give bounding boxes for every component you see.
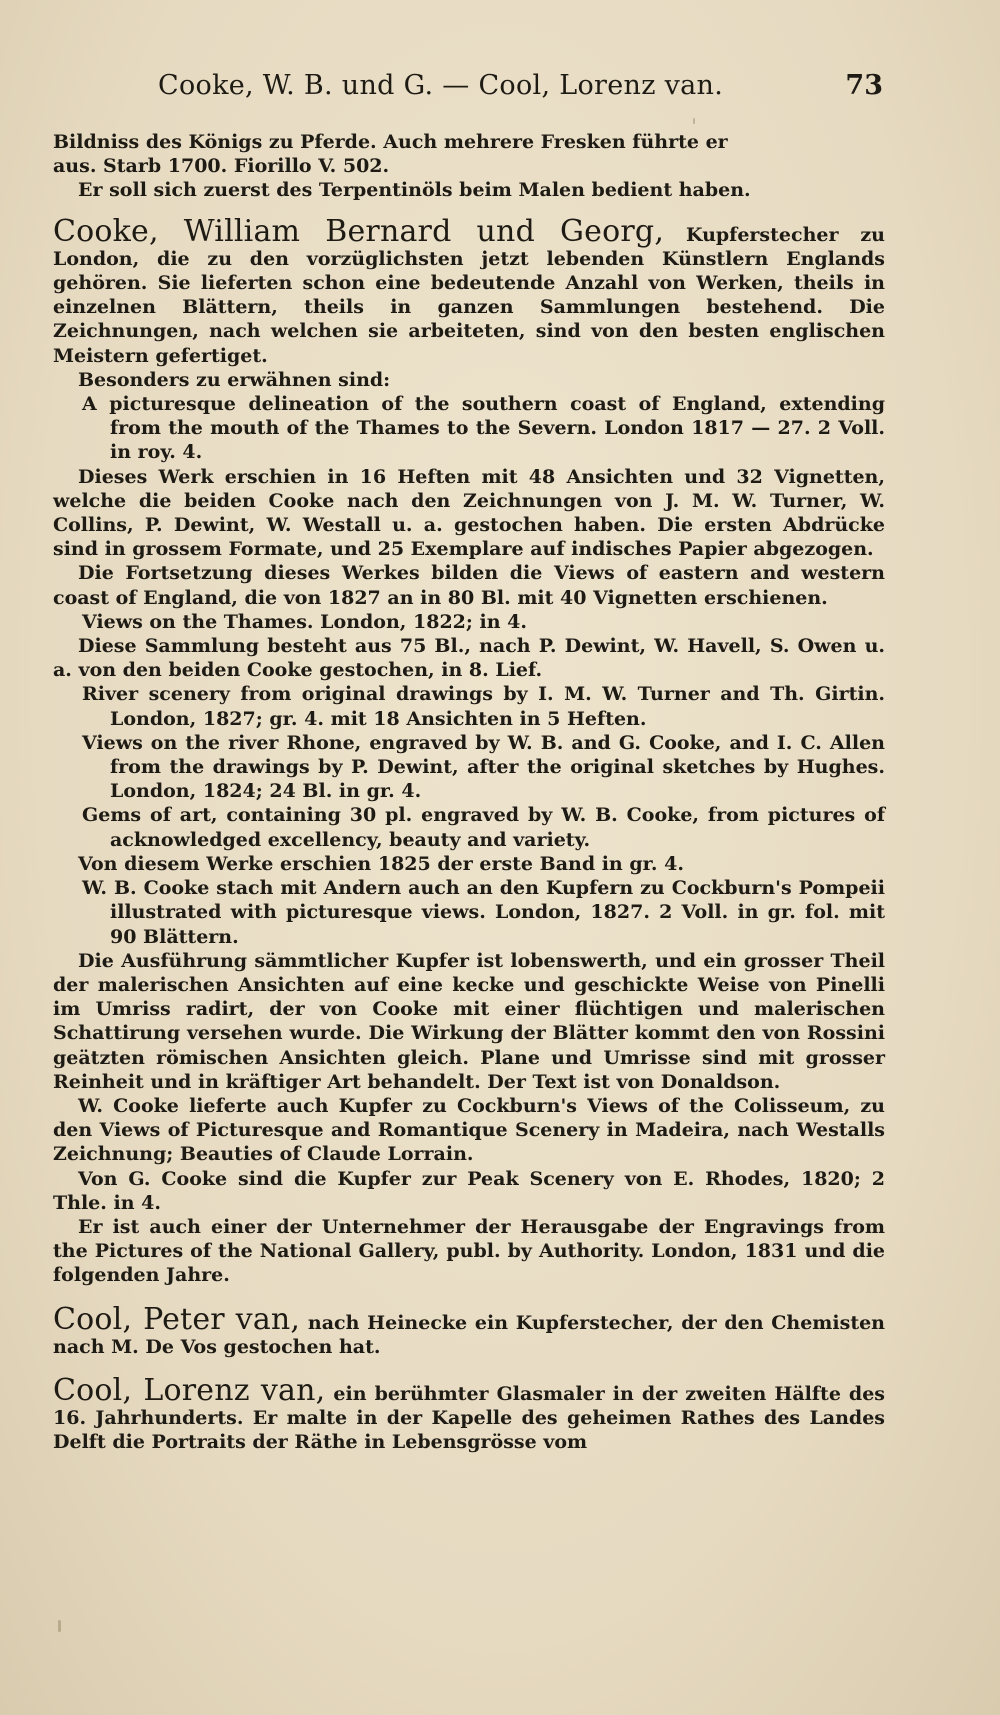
- cooke-continuation-note: Die Fortsetzung dieses Werkes bilden die Views of eastern and western coast of England, die von 1827 an in 80 Bl. mit 40 Vignetten erschienen.: [53, 562, 885, 609]
- cooke-work-2-note: Diese Sammlung besteht aus 75 Bl., nach P. Dewint, W. Havell, S. Owen u. a. von den beiden Cooke gestochen, in 8. Lief.: [53, 635, 885, 682]
- entry-cool-peter: [53, 1301, 885, 1359]
- entry-cool-peter-name: Cool, Peter van,: [53, 1301, 301, 1337]
- cooke-work-3: River scenery from original drawings by I. M. W. Turner and Th. Girtin. London, 1827; gr. 4. mit 18 Ansichten in 5 Heften.: [82, 683, 885, 730]
- entry-cooke: [53, 213, 885, 368]
- continuation-line-3: Er soll sich zuerst des Terpentinöls beim Malen bedient haben.: [78, 179, 751, 202]
- entry-cool-lorenz: [53, 1372, 885, 1455]
- cooke-w-cooke: W. Cooke lieferte auch Kupfer zu Cockburn's Views of the Colisseum, zu den Views of Picturesque and Romantique Scenery in Madeira, nach Westalls Zeichnung; Beauties of Claude Lorrain.: [53, 1094, 885, 1166]
- cooke-besonders: Besonders zu erwähnen sind:: [78, 368, 391, 391]
- entry-cool-lorenz-text: ein berühmter Glasmaler in der zweiten Hälfte des 16. Jahrhunderts. Er malte in der Kapelle des geheimen Rathes des Landes Delft die Portraits der Räthe in Lebensgrösse vom: [53, 1382, 885, 1454]
- entry-cool-lorenz-name: Cool, Lorenz van,: [53, 1372, 326, 1408]
- entry-cooke-intro: Kupferstecher zu London, die zu den vorzüglichsten jetzt lebenden Künstlern Englands gehören. Sie lieferten schon eine bedeutende Anzahl von Werken, theils in einzelnen Blättern, theils in ganzen Sammlungen bestehend. Die Zeichnungen, nach welchen sie arbeiteten, sind von den besten englischen Meistern gefertiget.: [53, 223, 885, 367]
- continuation-line-1: Bildniss des Königs zu Pferde. Auch mehrere Fresken führte er: [53, 131, 728, 153]
- entry-cool-peter-text: nach Heinecke ein Kupferstecher, der den Chemisten nach M. De Vos gestochen hat.: [53, 1311, 885, 1358]
- cooke-work-5-note: Von diesem Werke erschien 1825 der erste Band in gr. 4.: [78, 852, 684, 875]
- continuation-line-2: aus. Starb 1700. Fiorillo V. 502.: [53, 155, 390, 178]
- running-head: Cooke, W. B. und G. — Cool, Lorenz van.: [158, 70, 724, 101]
- paper-speck: [58, 1620, 61, 1632]
- body-text: [53, 130, 885, 1455]
- page-header: [0, 70, 1000, 110]
- entry-cooke-name: Cooke, William Bernard und Georg,: [53, 213, 665, 249]
- page-number: 73: [845, 70, 883, 101]
- cooke-g-cooke: Von G. Cooke sind die Kupfer zur Peak Scenery von E. Rhodes, 1820; 2 Thle. in 4.: [53, 1167, 885, 1214]
- cooke-work-4: Views on the river Rhone, engraved by W. B. and G. Cooke, and I. C. Allen from the drawings by P. Dewint, after the original sketches by Hughes. London, 1824; 24 Bl. in gr. 4.: [82, 731, 885, 803]
- cooke-work-2: Views on the Thames. London, 1822; in 4.: [82, 610, 527, 633]
- cooke-work-1-note: Dieses Werk erschien in 16 Heften mit 48 Ansichten und 32 Vignetten, welche die beiden Cooke nach den Zeichnungen von J. M. W. Turner, W. Collins, P. Dewint, W. Westall u. a. gestochen haben. Die ersten Abdrücke sind in grossem Formate, und 25 Exemplare auf indisches Papier abgezogen.: [53, 465, 885, 561]
- cooke-work-1: A picturesque delineation of the southern coast of England, extending from the mouth of the Thames to the Severn. London 1817 — 27. 2 Voll. in roy. 4.: [82, 393, 885, 464]
- paper-speck: [693, 118, 695, 124]
- cooke-unternehmer: Er ist auch einer der Unternehmer der Herausgabe der Engravings from the Pictures of the National Gallery, publ. by Authority. London, 1831 und die folgenden Jahre.: [53, 1215, 885, 1287]
- cooke-work-6: W. B. Cooke stach mit Andern auch an den Kupfern zu Cockburn's Pompeii illustrated with picturesque views. London, 1827. 2 Voll. in gr. fol. mit 90 Blättern.: [82, 877, 885, 948]
- cooke-work-5: Gems of art, containing 30 pl. engraved by W. B. Cooke, from pictures of acknowledged excellency, beauty and variety.: [82, 804, 885, 851]
- cooke-work-6-note: Die Ausführung sämmtlicher Kupfer ist lobenswerth, und ein grosser Theil der malerischen Ansichten auf eine kecke und geschickte Weise von Pinelli im Umriss radirt, der von Cooke mit einer flüchtigen und malerischen Schattirung versehen wurde. Die Wirkung der Blätter kommt den von Rossini geätzten römischen Ansichten gleich. Plane und Umrisse sind mit grosser Reinheit und in kräftiger Art behandelt. Der Text ist von Donaldson.: [53, 949, 885, 1093]
